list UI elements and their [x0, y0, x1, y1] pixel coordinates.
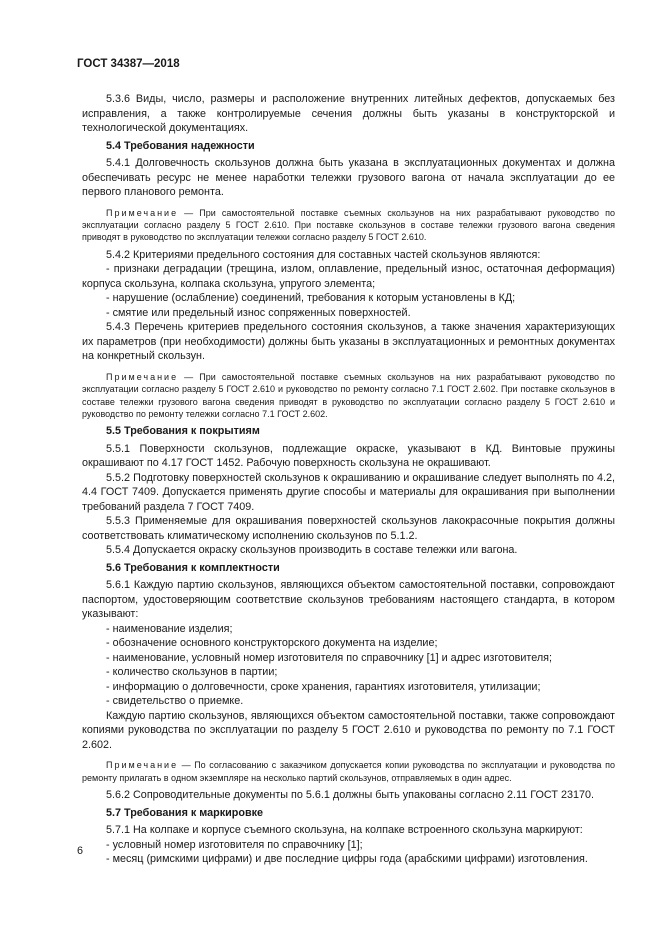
note-3: [82, 759, 615, 784]
list-item: - условный номер изготовителя по справочнику [1];: [106, 838, 363, 851]
paragraph-5-6-2: 5.6.2 Сопроводительные документы по 5.6.1 должны быть упакованы согласно 2.11 ГОСТ 23170.: [106, 789, 594, 802]
section-heading-5-4: 5.4 Требования надежности: [106, 139, 255, 152]
list-item: - наименование изделия;: [106, 622, 233, 635]
page-body: [82, 92, 615, 867]
paragraph-5-4-2: 5.4.2 Критериями предельного состояния для составных частей скользунов являются:: [106, 248, 541, 261]
paragraph-5-6-1: 5.6.1 Каждую партию скользунов, являющихся объектом самостоятельной поставки, сопровождают паспортом, удостоверяющим соответствие скользунов требованиям настоящего стандарта, в котором указывают:: [82, 579, 615, 621]
page-number: 6: [77, 845, 84, 857]
paragraph-5-4-1: 5.4.1 Долговечность скользунов должна быть указана в эксплуатационных документах и должна обеспечивать ресурс не менее наработки тележки грузового вагона от начала эксплуатации до ее первого планового ремонта.: [82, 157, 615, 198]
paragraph-5-3-6: 5.3.6 Виды, число, размеры и расположение внутренних литейных дефектов, допускаемых без исправления, а также контролируемые сечения должны быть указаны в конструкторской и технологической документациях.: [82, 93, 615, 134]
section-heading-5-6: 5.6 Требования к комплектности: [106, 561, 280, 574]
note-2-lead: Примечание: [106, 371, 179, 382]
note-2-text: — При самостоятельной поставке съемных скользунов на них разрабатывают руководство по эксплуатации согласно разделу 5 ГОСТ 2.610 и руководство по ремонту согласно 7.1 ГОСТ 2.602. При поставке скользунов в составе тележки грузового вагона сведения приводят в руководство по эксплуатации согласно разделу 5 ГОСТ 2.610 и руководство по ремонту тележки согласно 7.1 ГОСТ 2.602.: [82, 371, 615, 419]
paragraph-5-6-1-copies: Каждую партию скользунов, являющихся объектом самостоятельной поставки, также сопровождают копиями руководства по эксплуатации по разделу 5 ГОСТ 2.610 и руководства по ремонту по 7.1 ГОСТ 2.602.: [82, 709, 615, 751]
paragraph-5-5-3: 5.5.3 Применяемые для окрашивания поверхностей скользунов лакокрасочные покрытия должны соответствовать климатическому исполнению скользунов по 5.1.2.: [82, 515, 615, 542]
section-heading-5-5: 5.5 Требования к покрытиям: [106, 425, 260, 438]
paragraph-5-7-1: 5.7.1 На колпаке и корпусе съемного скользуна, на колпаке встроенного скользуна маркируют:: [106, 824, 583, 837]
list-item: - нарушение (ослабление) соединений, требования к которым установлены в КД;: [106, 292, 516, 305]
section-heading-5-7: 5.7 Требования к маркировке: [106, 806, 263, 819]
note-1-lead: Примечание: [106, 207, 179, 218]
list-item: - количество скользунов в партии;: [106, 666, 278, 679]
paragraph-5-5-2: 5.5.2 Подготовку поверхностей скользунов к окрашиванию и окрашивание следует выполнять по 4.2, 4.4 ГОСТ 7409. Допускается применять другие способы и материалы для окрашивания при выполнении требований раздела 7 ГОСТ 7409.: [82, 471, 615, 513]
note-2: [82, 371, 615, 421]
list-item: - месяц (римскими цифрами) и две последние цифры года (арабскими цифрами) изготовления.: [106, 853, 588, 866]
note-1-text: — При самостоятельной поставке съемных скользунов на них разрабатывают руководство по эксплуатации согласно разделу 5 ГОСТ 2.610. При поставке скользунов в составе тележки грузового вагона сведения приводят в руководство по эксплуатации тележки согласно разделу 5 ГОСТ 2.610.: [82, 207, 615, 243]
list-item: - наименование, условный номер изготовителя по справочнику [1] и адрес изготовителя;: [106, 651, 553, 664]
note-3-text: — По согласованию с заказчиком допускается копии руководства по эксплуатации и руководства по ремонту прилагать в одном экземпляре на несколько партий скользунов, отправляемых в один адрес.: [82, 760, 615, 783]
document-code-header: ГОСТ 34387—2018: [77, 58, 180, 70]
paragraph-5-4-3: 5.4.3 Перечень критериев предельного состояния скользунов, а также значения характеризующих их параметров (при необходимости) должны быть указаны в эксплуатационных и ремонтных документах на конкретный скользун.: [82, 321, 615, 363]
list-item: - информацию о долговечности, сроке хранения, гарантиях изготовителя, утилизации;: [106, 680, 541, 693]
list-item: - свидетельство о приемке.: [106, 695, 244, 708]
paragraph-5-5-1: 5.5.1 Поверхности скользунов, подлежащие окраске, указывают в КД. Винтовые пружины окрашивают по 4.17 ГОСТ 1452. Рабочую поверхность скользуна не окрашивают.: [82, 442, 615, 470]
list-item: - обозначение основного конструкторского документа на изделие;: [106, 637, 438, 650]
list-item: - смятие или предельный износ сопряженных поверхностей.: [106, 306, 411, 319]
note-3-lead: Примечание: [106, 760, 179, 771]
paragraph-5-5-4: 5.5.4 Допускается окраску скользунов производить в составе тележки или вагона.: [106, 544, 518, 557]
note-1: [82, 207, 615, 244]
list-item: - признаки деградации (трещина, излом, оплавление, предельный износ, остаточная деформация) корпуса скользуна, колпака скользуна, упругого элемента;: [82, 263, 615, 290]
